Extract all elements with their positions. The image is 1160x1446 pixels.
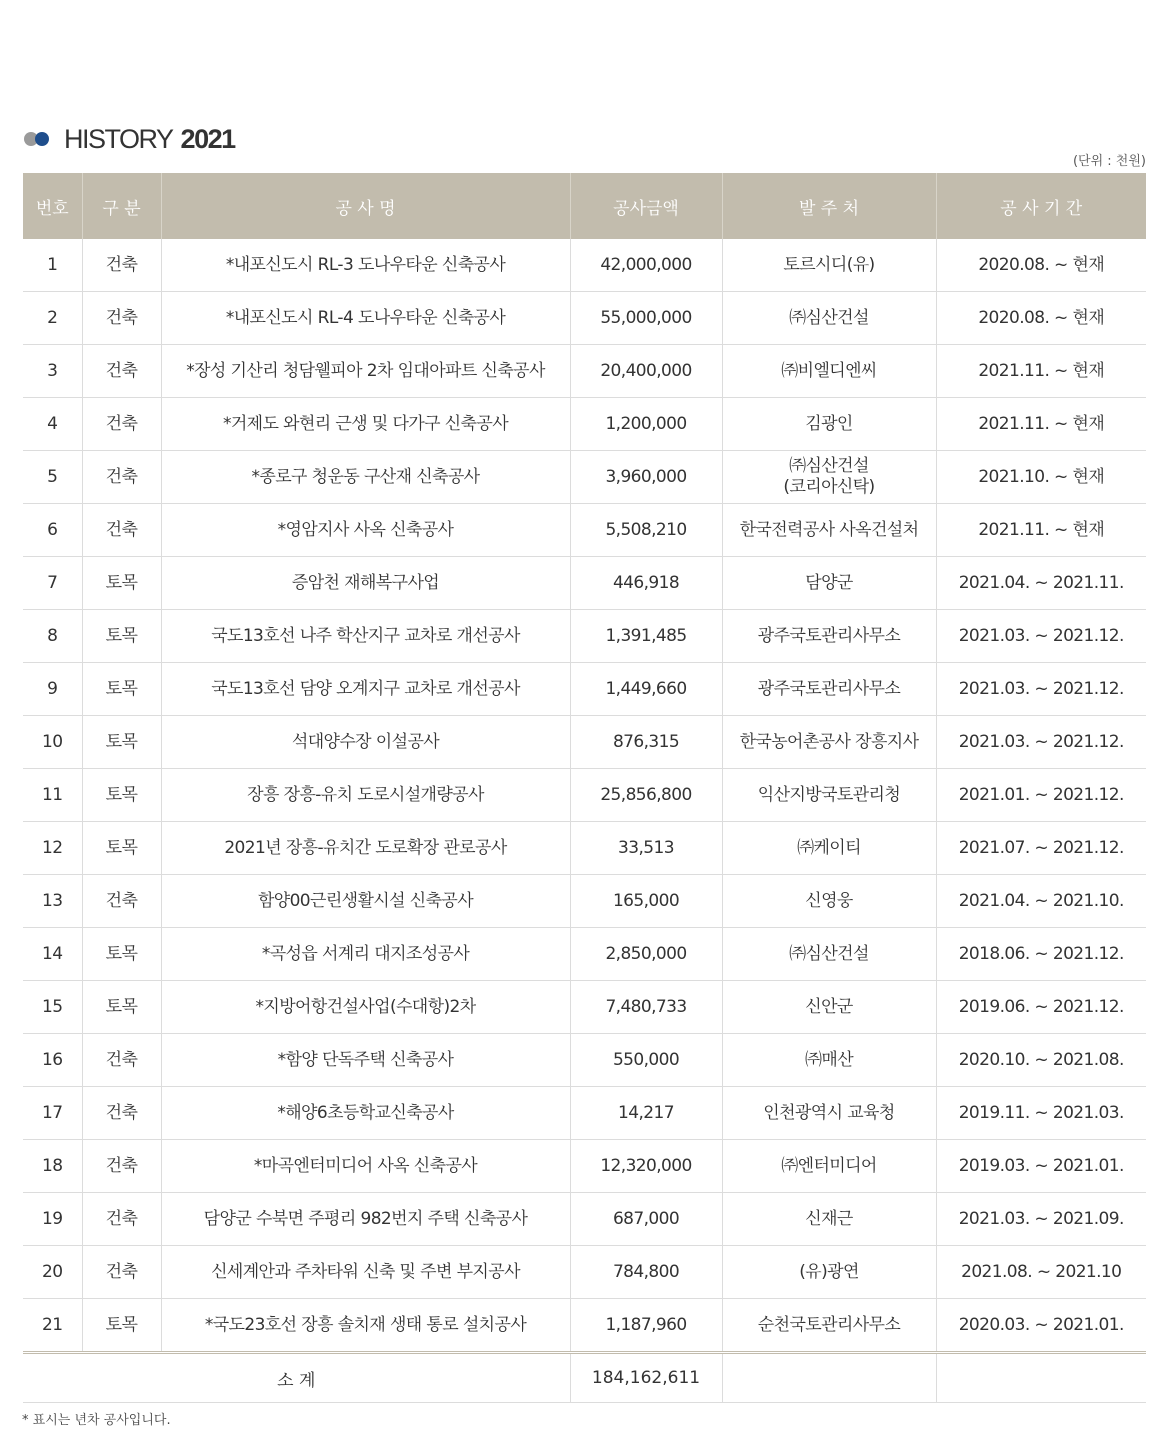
cell-period: 2021.08. ~ 2021.10 (936, 1246, 1146, 1299)
cell-type: 건축 (82, 504, 161, 557)
cell-client: 순천국토관리사무소 (722, 1299, 936, 1353)
cell-no: 4 (23, 398, 82, 451)
cell-period: 2020.03. ~ 2021.01. (936, 1299, 1146, 1353)
table-row (23, 822, 1146, 875)
cell-client: 신재근 (722, 1193, 936, 1246)
cell-type: 토목 (82, 822, 161, 875)
cell-period: 2021.04. ~ 2021.10. (936, 875, 1146, 928)
cell-amount: 7,480,733 (570, 981, 722, 1034)
footnote: * 표시는 년차 공사입니다. (22, 1413, 171, 1428)
cell-name: *장성 기산리 청담웰피아 2차 임대아파트 신축공사 (161, 345, 570, 398)
table-row (23, 769, 1146, 822)
bullet-dot-icon (35, 132, 49, 146)
cell-no: 3 (23, 345, 82, 398)
table-row (23, 1246, 1146, 1299)
cell-name: *마곡엔터미디어 사옥 신축공사 (161, 1140, 570, 1193)
cell-period: 2019.06. ~ 2021.12. (936, 981, 1146, 1034)
cell-name: 장흥 장흥-유치 도로시설개량공사 (161, 769, 570, 822)
cell-name: *내포신도시 RL-3 도나우타운 신축공사 (161, 239, 570, 292)
cell-name: *종로구 청운동 구산재 신축공사 (161, 451, 570, 504)
cell-amount: 33,513 (570, 822, 722, 875)
cell-client: 한국농어촌공사 장흥지사 (722, 716, 936, 769)
cell-amount: 446,918 (570, 557, 722, 610)
cell-no: 21 (23, 1299, 82, 1353)
cell-client: 신영웅 (722, 875, 936, 928)
cell-no: 5 (23, 451, 82, 504)
table-row (23, 398, 1146, 451)
cell-name: *국도23호선 장흥 솔치재 생태 통로 설치공사 (161, 1299, 570, 1353)
cell-amount: 12,320,000 (570, 1140, 722, 1193)
cell-no: 12 (23, 822, 82, 875)
cell-period: 2021.03. ~ 2021.09. (936, 1193, 1146, 1246)
cell-type: 건축 (82, 1140, 161, 1193)
cell-no: 7 (23, 557, 82, 610)
cell-period: 2021.03. ~ 2021.12. (936, 716, 1146, 769)
cell-amount: 1,187,960 (570, 1299, 722, 1353)
cell-client: 광주국토관리사무소 (722, 663, 936, 716)
cell-amount: 14,217 (570, 1087, 722, 1140)
table-row (23, 504, 1146, 557)
cell-client: 신안군 (722, 981, 936, 1034)
table-row (23, 981, 1146, 1034)
table-row (23, 928, 1146, 981)
cell-no: 17 (23, 1087, 82, 1140)
cell-no: 14 (23, 928, 82, 981)
table-row (23, 1034, 1146, 1087)
total-amount: 184,162,611 (570, 1353, 722, 1403)
unit-note: (단위 : 천원) (1072, 154, 1146, 169)
cell-name: 담양군 수북면 주평리 982번지 주택 신축공사 (161, 1193, 570, 1246)
cell-period: 2021.01. ~ 2021.12. (936, 769, 1146, 822)
cell-type: 건축 (82, 1087, 161, 1140)
col-header-amount: 공사금액 (570, 173, 722, 239)
cell-client: 토르시디(유) (722, 239, 936, 292)
cell-type: 토목 (82, 981, 161, 1034)
cell-name: *지방어항건설사업(수대항)2차 (161, 981, 570, 1034)
cell-amount: 1,391,485 (570, 610, 722, 663)
cell-client: 인천광역시 교육청 (722, 1087, 936, 1140)
cell-no: 1 (23, 239, 82, 292)
cell-name: *영암지사 사옥 신축공사 (161, 504, 570, 557)
table-row (23, 716, 1146, 769)
cell-period: 2020.10. ~ 2021.08. (936, 1034, 1146, 1087)
cell-amount: 42,000,000 (570, 239, 722, 292)
table-row (23, 345, 1146, 398)
cell-name: *함양 단독주택 신축공사 (161, 1034, 570, 1087)
cell-name: *거제도 와현리 근생 및 다가구 신축공사 (161, 398, 570, 451)
cell-type: 토목 (82, 610, 161, 663)
cell-amount: 1,200,000 (570, 398, 722, 451)
cell-period: 2021.10. ~ 현재 (936, 451, 1146, 504)
cell-client-line: ㈜심산건설 (789, 456, 869, 476)
table-row (23, 451, 1146, 504)
table-row (23, 875, 1146, 928)
cell-period: 2019.11. ~ 2021.03. (936, 1087, 1146, 1140)
cell-amount: 876,315 (570, 716, 722, 769)
table-row (23, 1087, 1146, 1140)
cell-type: 토목 (82, 1299, 161, 1353)
cell-no: 10 (23, 716, 82, 769)
cell-client: ㈜케이티 (722, 822, 936, 875)
cell-no: 9 (23, 663, 82, 716)
col-header-type: 구 분 (82, 173, 161, 239)
col-header-name: 공 사 명 (161, 173, 570, 239)
cell-no: 19 (23, 1193, 82, 1246)
cell-type: 건축 (82, 451, 161, 504)
cell-client: ㈜심산건설 (722, 292, 936, 345)
col-header-no: 번호 (23, 173, 82, 239)
cell-amount: 687,000 (570, 1193, 722, 1246)
cell-type: 토목 (82, 557, 161, 610)
table-row (23, 1193, 1146, 1246)
total-empty-cell (722, 1353, 936, 1403)
cell-name: 2021년 장흥-유치간 도로확장 관로공사 (161, 822, 570, 875)
cell-no: 6 (23, 504, 82, 557)
title-label: HISTORY (64, 123, 173, 154)
cell-name: *해양6초등학교신축공사 (161, 1087, 570, 1140)
title-year: 2021 (180, 123, 235, 154)
cell-amount: 55,000,000 (570, 292, 722, 345)
cell-client: 김광인 (722, 398, 936, 451)
cell-amount: 20,400,000 (570, 345, 722, 398)
history-table (23, 173, 1146, 1403)
col-header-period: 공 사 기 간 (936, 173, 1146, 239)
cell-amount: 784,800 (570, 1246, 722, 1299)
table-row (23, 1140, 1146, 1193)
section-title (24, 122, 235, 156)
cell-client: ㈜매산 (722, 1034, 936, 1087)
total-empty-cell (936, 1353, 1146, 1403)
cell-name: 증암천 재해복구사업 (161, 557, 570, 610)
cell-amount: 3,960,000 (570, 451, 722, 504)
cell-client: 한국전력공사 사옥건설처 (722, 504, 936, 557)
cell-period: 2018.06. ~ 2021.12. (936, 928, 1146, 981)
cell-client: 광주국토관리사무소 (722, 610, 936, 663)
cell-type: 건축 (82, 1034, 161, 1087)
table-row (23, 663, 1146, 716)
cell-name: 국도13호선 나주 학산지구 교차로 개선공사 (161, 610, 570, 663)
cell-no: 18 (23, 1140, 82, 1193)
cell-client: 담양군 (722, 557, 936, 610)
cell-client: (유)광연 (722, 1246, 936, 1299)
table-row (23, 292, 1146, 345)
cell-no: 15 (23, 981, 82, 1034)
cell-amount: 165,000 (570, 875, 722, 928)
cell-type: 건축 (82, 1246, 161, 1299)
cell-period: 2020.08. ~ 현재 (936, 292, 1146, 345)
cell-period: 2021.11. ~ 현재 (936, 504, 1146, 557)
cell-client: 익산지방국토관리청 (722, 769, 936, 822)
cell-type: 토목 (82, 928, 161, 981)
cell-client: ㈜심산건설 (722, 928, 936, 981)
cell-amount: 2,850,000 (570, 928, 722, 981)
cell-no: 8 (23, 610, 82, 663)
cell-name: 국도13호선 담양 오계지구 교차로 개선공사 (161, 663, 570, 716)
cell-period: 2021.11. ~ 현재 (936, 345, 1146, 398)
cell-no: 2 (23, 292, 82, 345)
cell-name: *곡성읍 서계리 대지조성공사 (161, 928, 570, 981)
table-row (23, 557, 1146, 610)
cell-name: *내포신도시 RL-4 도나우타운 신축공사 (161, 292, 570, 345)
table-row (23, 610, 1146, 663)
cell-client: ㈜엔터미디어 (722, 1140, 936, 1193)
cell-type: 건축 (82, 239, 161, 292)
cell-type: 건축 (82, 875, 161, 928)
table-row (23, 239, 1146, 292)
cell-period: 2021.03. ~ 2021.12. (936, 663, 1146, 716)
col-header-client: 발 주 처 (722, 173, 936, 239)
cell-period: 2021.03. ~ 2021.12. (936, 610, 1146, 663)
cell-type: 토목 (82, 663, 161, 716)
cell-type: 건축 (82, 292, 161, 345)
cell-no: 11 (23, 769, 82, 822)
cell-client-line: (코리아신탁) (783, 477, 875, 497)
cell-name: 함양00근린생활시설 신축공사 (161, 875, 570, 928)
cell-type: 건축 (82, 345, 161, 398)
table-row (23, 1299, 1146, 1353)
cell-client: ㈜비엘디엔씨 (722, 345, 936, 398)
cell-type: 토목 (82, 716, 161, 769)
cell-client (722, 451, 936, 504)
cell-period: 2019.03. ~ 2021.01. (936, 1140, 1146, 1193)
total-row (23, 1353, 1146, 1403)
cell-period: 2020.08. ~ 현재 (936, 239, 1146, 292)
cell-period: 2021.11. ~ 현재 (936, 398, 1146, 451)
cell-amount: 1,449,660 (570, 663, 722, 716)
cell-name: 신세계안과 주차타워 신축 및 주변 부지공사 (161, 1246, 570, 1299)
cell-amount: 25,856,800 (570, 769, 722, 822)
cell-period: 2021.04. ~ 2021.11. (936, 557, 1146, 610)
cell-no: 13 (23, 875, 82, 928)
cell-no: 20 (23, 1246, 82, 1299)
cell-type: 토목 (82, 769, 161, 822)
table-header-row (23, 173, 1146, 239)
cell-type: 건축 (82, 398, 161, 451)
cell-type: 건축 (82, 1193, 161, 1246)
cell-no: 16 (23, 1034, 82, 1087)
total-label: 소 계 (23, 1353, 570, 1403)
cell-amount: 5,508,210 (570, 504, 722, 557)
cell-name: 석대양수장 이설공사 (161, 716, 570, 769)
cell-period: 2021.07. ~ 2021.12. (936, 822, 1146, 875)
cell-amount: 550,000 (570, 1034, 722, 1087)
